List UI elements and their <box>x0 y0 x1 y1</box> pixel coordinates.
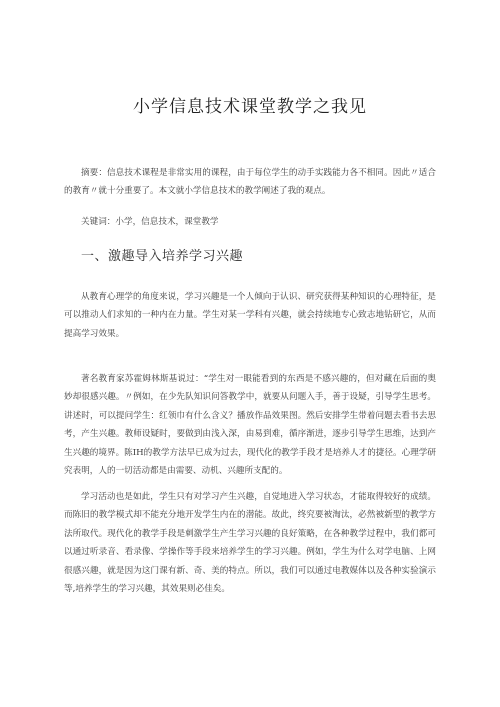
document-title: 小学信息技术课堂教学之我见 <box>133 97 367 117</box>
body-paragraph-2: 著名教育家苏霍姆林斯基说过：“学生对一眼能看到的东西是不感兴趣的，但对藏在后面的奥妙却很感兴趣。〃例如，在少先队知识问答教学中，就要从问题入手，善于设疑，引导学生思考。讲述时，可以提问学生：红领巾有什么含义？播放作品效果图。然后安排学生带着问题去看书去思考，产生兴趣。教师设疑时，要做到由浅入深，由易到难，循序渐进，逐步引导学生思维，达到产生兴趣的境界。陈IH的教学方法早已成为过去，现代化的教学手段才是培养人才的捷径。心理学研究表明，人的一切活动都是由需要、动机、兴趣所支配的。 <box>64 374 436 477</box>
keywords-line: 关键词：小学，信息技术，课堂教学 <box>81 217 219 227</box>
body-paragraph-3: 学习活动也是如此，学生只有对学习产生兴趣，自觉地进入学习状态，才能取得较好的成绩。而陈旧的教学模式却不能充分地开发学生内在的潜能。故此，终究要被淘汰，必然被新型的教学方法所取代。现代化的教学手段是刺激学生产生学习兴趣的良好策略，在各种教学过程中，我们都可以通过听录音、看录像、学操作等手段来培养学生的学习兴趣。例如，学生为什么对学电脑、上网很感兴趣，就是因为这门课有新、奇、美的特点。所以，我们可以通过电教媒体以及各种实验演示等,培养学生的学习兴趣，其效果则必佳矣。 <box>64 492 436 595</box>
body-paragraph-1: 从教育心理学的角度来说，学习兴趣是一个人倾向于认识、研究获得某种知识的心理特征，是可以推动人们求知的一种内在力量。学生对某一学科有兴趣，就会持续地专心致志地钻研它，从而提高学习效果。 <box>64 292 436 339</box>
abstract-paragraph: 摘要：信息技术课程是非常实用的课程，由于每位学生的动手实践能力各不相同。因此〃适合的教育〃就十分重要了。本文就小学信息技术的教学阐述了我的观点。 <box>64 168 436 197</box>
section-heading: 一、激趣导入培养学习兴趣 <box>81 249 244 264</box>
